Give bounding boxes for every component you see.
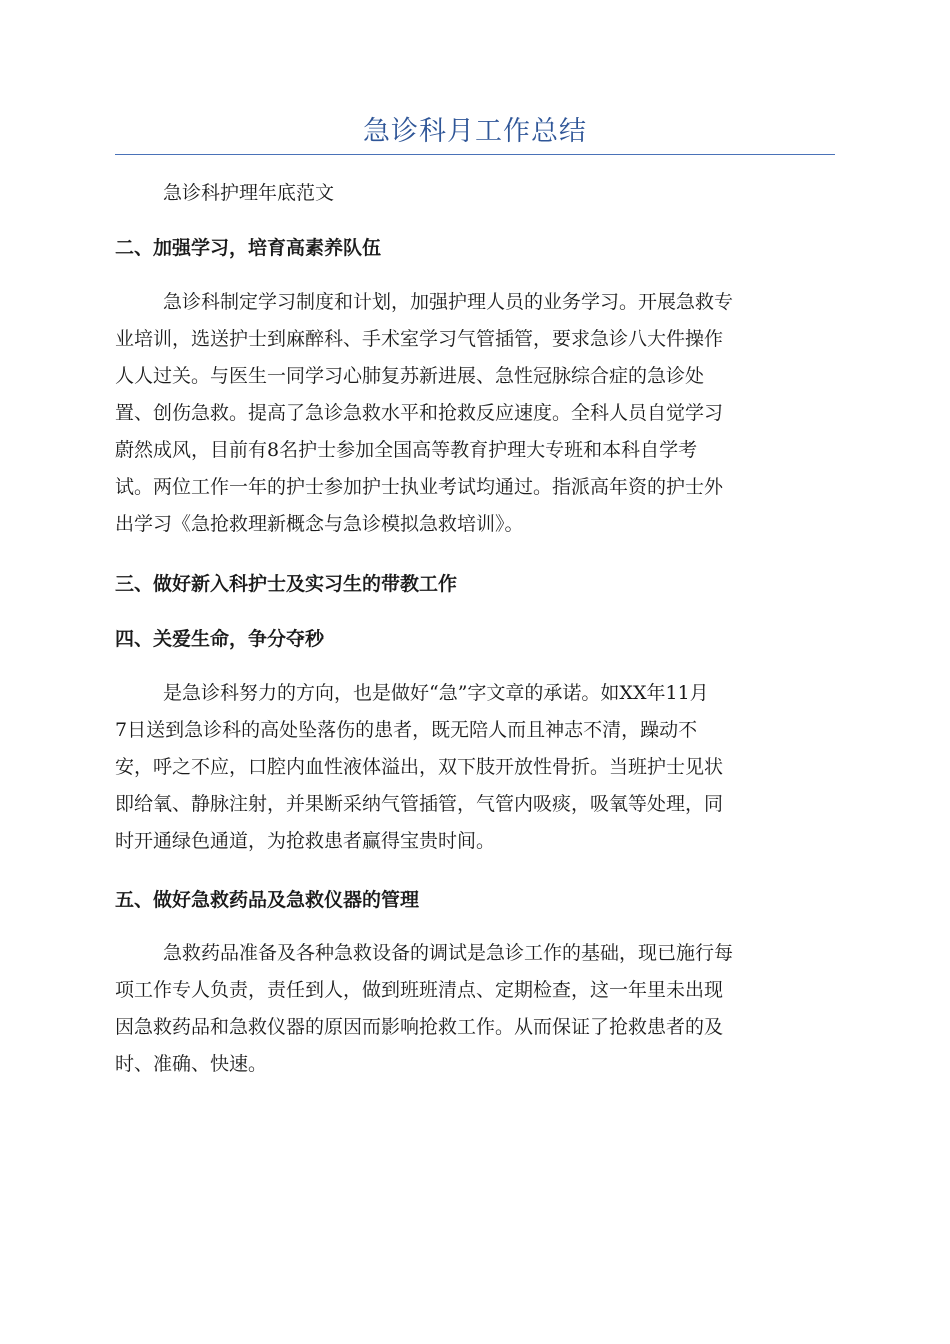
paragraph-line: 出学习《急抢救理新概念与急诊模拟急救培训》。	[115, 513, 524, 535]
paragraph-line: 置、创伤急救。提高了急诊急救水平和抢救反应速度。全科人员自觉学习	[115, 402, 724, 424]
section-heading-4: 四、关爱生命，争分夺秒	[115, 628, 325, 650]
title-underline-divider	[115, 154, 835, 155]
paragraph-line: 蔚然成风，目前有8名护士参加全国高等教育护理大专班和本科自学考	[115, 439, 698, 461]
paragraph-line: 人人过关。与医生一同学习心肺复苏新进展、急性冠脉综合症的急诊处	[115, 365, 705, 387]
paragraph-line: 急救药品准备及各种急救设备的调试是急诊工作的基础，现已施行每	[163, 942, 734, 964]
paragraph-line: 急诊科制定学习制度和计划，加强护理人员的业务学习。开展急救专	[163, 291, 734, 313]
paragraph-line: 是急诊科努力的方向，也是做好“急”字文章的承诺。如XX年11月	[163, 682, 709, 704]
paragraph-line: 时开通绿色通道，为抢救患者赢得宝贵时间。	[115, 830, 496, 852]
paragraph-line: 时、准确、快速。	[115, 1053, 268, 1075]
paragraph-line: 业培训，选送护士到麻醉科、手术室学习气管插管，要求急诊八大件操作	[115, 328, 724, 350]
paragraph-line: 即给氧、静脉注射，并果断采纳气管插管，气管内吸痰，吸氧等处理，同	[115, 793, 724, 815]
paragraph-line: 7日送到急诊科的高处坠落伤的患者，既无陪人而且神志不清，躁动不	[115, 719, 698, 741]
section-paragraph-4	[115, 675, 835, 860]
section-paragraph-2	[115, 284, 835, 543]
section-paragraph-5	[115, 935, 835, 1083]
section-heading-2: 二、加强学习，培育高素养队伍	[115, 237, 382, 259]
document-title: 急诊科月工作总结	[363, 116, 587, 147]
section-heading-3: 三、做好新入科护士及实习生的带教工作	[115, 573, 458, 595]
paragraph-line: 试。两位工作一年的护士参加护士执业考试均通过。指派高年资的护士外	[115, 476, 724, 498]
paragraph-line: 因急救药品和急救仪器的原因而影响抢救工作。从而保证了抢救患者的及	[115, 1016, 724, 1038]
section-heading-5: 五、做好急救药品及急救仪器的管理	[115, 889, 420, 911]
document-subtitle: 急诊科护理年底范文	[163, 182, 335, 204]
paragraph-line: 项工作专人负责，责任到人，做到班班清点、定期检查，这一年里未出现	[115, 979, 724, 1001]
paragraph-line: 安，呼之不应，口腔内血性液体溢出，双下肢开放性骨折。当班护士见状	[115, 756, 724, 778]
